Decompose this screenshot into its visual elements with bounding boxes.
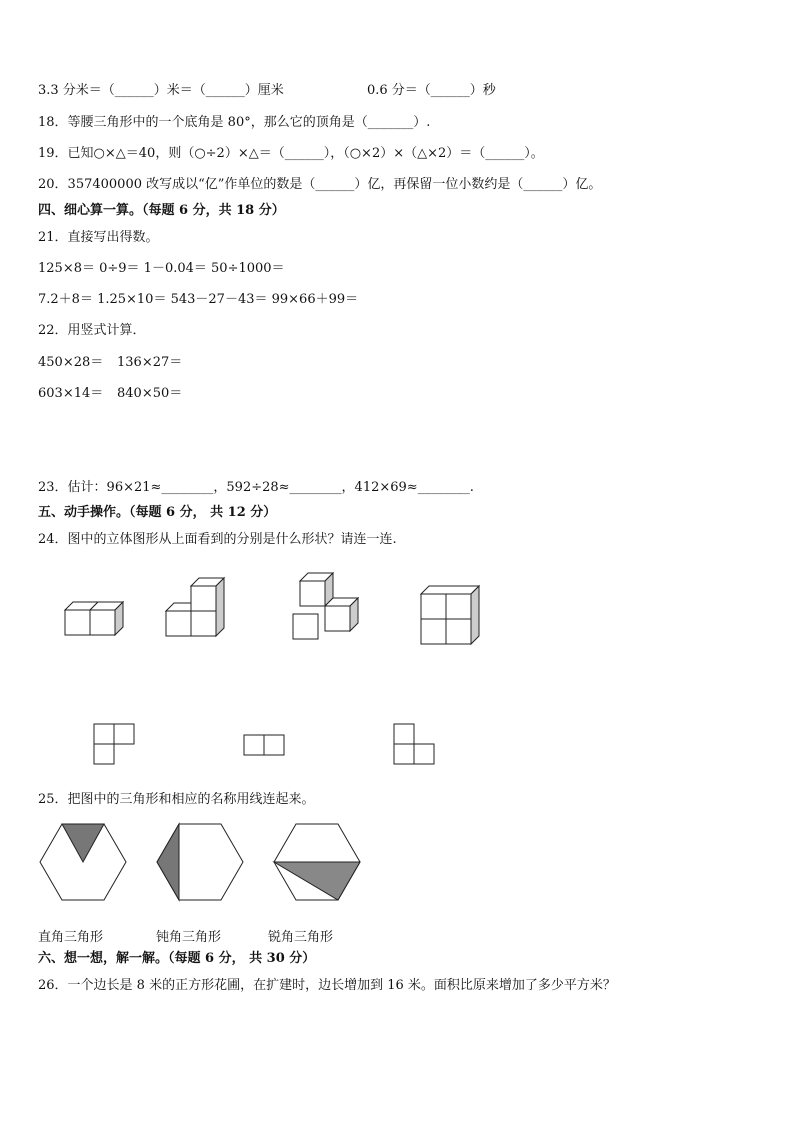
top-view-2 <box>242 733 288 759</box>
question-22-item-1: 450×28＝ <box>38 355 104 370</box>
q17-line-part2: 0.6 分＝（______）秒 <box>367 83 496 98</box>
question-21-row-1: 125×8＝ 0÷9＝ 1－0.04＝ 50÷1000＝ <box>38 261 285 276</box>
section-6-heading: 六、想一想，解一解。（每题 6 分， 共 30 分） <box>38 951 316 966</box>
question-21: 21．直接写出得数。 <box>38 230 159 245</box>
section-4-heading: 四、细心算一算。（每题 6 分，共 18 分） <box>38 203 285 218</box>
label-right-triangle: 直角三角形 <box>38 930 104 945</box>
question-22-item-3: 603×14＝ <box>38 386 104 401</box>
top-view-1 <box>92 722 138 768</box>
question-20: 20．357400000 改写成以“亿”作单位的数是（______）亿，再保留一位小数约是（______）亿。 <box>38 177 602 192</box>
top-view-3 <box>392 722 438 768</box>
label-acute-triangle: 锐角三角形 <box>268 930 334 945</box>
question-22-item-2: 136×27＝ <box>117 355 183 370</box>
solid-figure-1 <box>60 590 130 640</box>
question-22-item-4: 840×50＝ <box>117 386 183 401</box>
hexagon-triangle-1 <box>38 822 128 902</box>
question-26: 26．一个边长是 8 米的正方形花圃，在扩建时，边长增加到 16 米。面积比原来增加了多少平方米？ <box>38 978 616 993</box>
question-21-row-2: 7.2＋8＝ 1.25×10＝ 543－27－43＝ 99×66＋99＝ <box>38 292 359 307</box>
question-25: 25．把图中的三角形和相应的名称用线连起来。 <box>38 792 315 807</box>
solid-figure-3 <box>290 572 362 644</box>
solid-figure-2 <box>160 576 230 642</box>
q17-line-part1: 3.3 分米＝（______）米＝（______）厘米 <box>38 83 284 98</box>
question-18: 18．等腰三角形中的一个底角是 80°，那么它的顶角是（_______）. <box>38 115 431 130</box>
section-5-heading: 五、动手操作。（每题 6 分， 共 12 分） <box>38 505 277 520</box>
question-23: 23．估计：96×21≈________，592÷28≈________，412×69≈________. <box>38 480 474 495</box>
question-24: 24．图中的立体图形从上面看到的分别是什么形状？请连一连. <box>38 532 397 547</box>
solid-figure-4 <box>418 584 484 650</box>
label-obtuse-triangle: 钝角三角形 <box>156 930 222 945</box>
hexagon-triangle-2 <box>155 822 245 902</box>
hexagon-triangle-3 <box>272 822 362 902</box>
question-22: 22．用竖式计算． <box>38 323 146 338</box>
question-19: 19．已知○×△＝40，则（○÷2）×△＝（______），（○×2）×（△×2）＝（______）。 <box>38 146 544 161</box>
